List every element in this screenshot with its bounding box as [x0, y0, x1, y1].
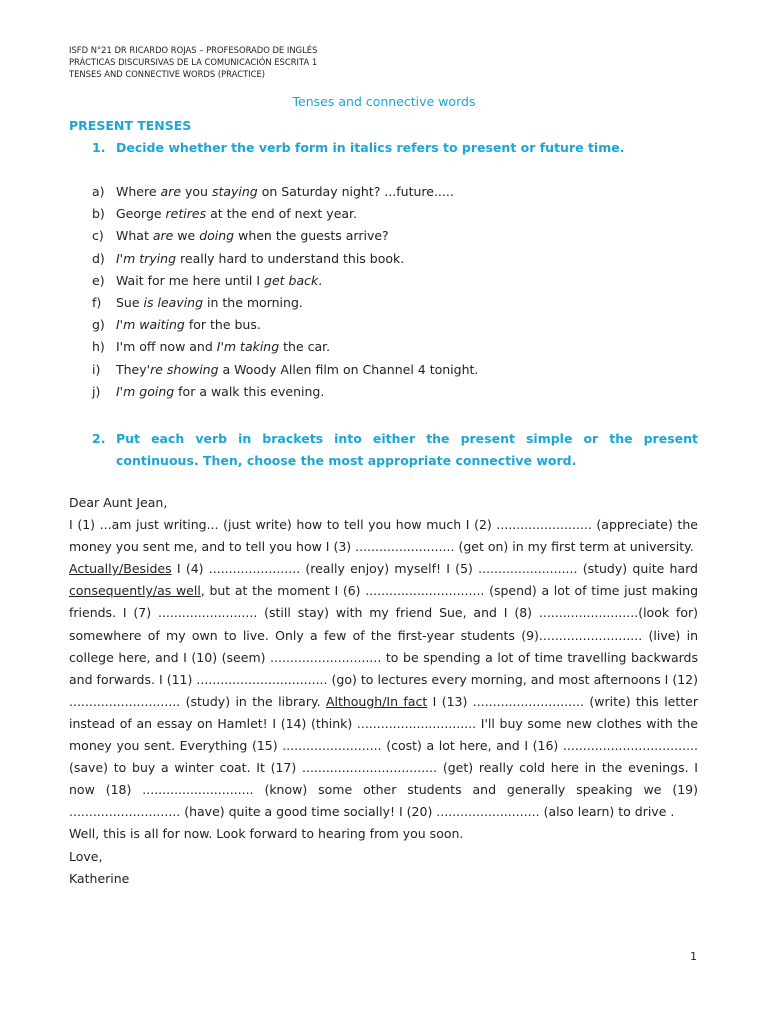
item-marker: a): [92, 184, 105, 199]
item-text: They: [116, 361, 147, 377]
item-marker: e): [92, 272, 105, 288]
instruction-word: into: [334, 431, 362, 446]
exercise-1-list: [92, 184, 478, 406]
item-text: Sue: [116, 294, 144, 310]
instruction-word: either: [372, 431, 416, 446]
exercise-1-item: [92, 228, 478, 250]
letter-greeting: Dear Aunt Jean,: [69, 495, 168, 510]
instruction-word: Put: [116, 431, 141, 446]
item-verb-italic: doing: [199, 228, 235, 244]
item-marker: g): [92, 317, 105, 333]
item-verb-italic: retires: [165, 206, 207, 222]
exercise-1-number: 1.: [92, 140, 106, 155]
item-verb-italic: 're showing: [146, 361, 219, 377]
item-verb-italic: I'm trying: [116, 250, 177, 266]
exercise-1-item: [92, 362, 478, 384]
exercise-2-instruction: [92, 428, 698, 472]
connective-option-2: consequently/as well: [69, 583, 201, 599]
letter-paragraph-1: I (1) ...am just writing... (just write) how to tell you how much I (2) ........................ (appreciate) the money you sent me, and to tell you how I (3) ......................... (get on) in my first term at university.: [69, 517, 698, 555]
exercise-2-line-1-words: [116, 428, 698, 450]
item-marker: j): [92, 383, 101, 399]
item-text: in the morning.: [203, 294, 303, 310]
item-verb-italic: I'm taking: [216, 339, 280, 355]
item-verb-italic: I'm going: [116, 383, 175, 399]
item-text: Where: [116, 184, 161, 199]
instruction-word: each: [151, 431, 185, 446]
letter-signature: Katherine: [69, 870, 130, 886]
exercise-1-item: [92, 317, 478, 339]
letter-paragraph-3: , but at the moment I (6) .............................. (spend) a lot of time just making friends. I (7) ......................... (still stay) with my friend Sue, and I (8) .........................(look for) somewhere of my own to live. Only a few of the first-year students (9).......................... (live) in college here, and I (10) (seem) ............................ to be spending a lot of time travelling backwards and forwards. I (11) ................................. (go) to lectures every morning, and most afternoons I (12) ............................ (study) in the library.: [69, 583, 699, 709]
item-verb-italic: get back: [264, 272, 319, 288]
item-marker: i): [92, 361, 101, 377]
item-text: What: [116, 228, 153, 244]
item-verb-italic: staying: [211, 184, 258, 199]
instruction-word: verb: [195, 431, 228, 446]
instruction-word: in: [238, 431, 252, 446]
exercise-1-item: [92, 206, 478, 228]
item-text: a Woody Allen film on Channel 4 tonight.: [218, 361, 479, 377]
letter-body: [69, 514, 698, 823]
instruction-word: the: [609, 431, 633, 446]
item-marker: h): [92, 339, 105, 355]
header-institution: ISFD N°21 DR RICARDO ROJAS – PROFESORADO DE INGLÉS: [69, 45, 318, 55]
item-verb-italic: is leaving: [143, 294, 204, 310]
letter: [69, 492, 698, 890]
instruction-word: present: [460, 431, 515, 446]
item-text: on Saturday night? ...future.....: [257, 184, 454, 199]
header-topic: TENSES AND CONNECTIVE WORDS (PRACTICE): [69, 69, 266, 79]
letter-closing: Well, this is all for now. Look forward to hearing from you soon.: [69, 826, 464, 842]
item-text: at the end of next year.: [206, 206, 358, 222]
exercise-1-instruction: [92, 140, 624, 155]
exercise-1-item: [92, 251, 478, 273]
letter-signoff: Love,: [69, 848, 103, 864]
page-number: 1: [690, 950, 697, 963]
item-verb-italic: I'm waiting: [116, 317, 185, 333]
instruction-word: the: [426, 431, 450, 446]
instruction-word: simple: [525, 431, 573, 446]
item-text: .: [318, 272, 323, 288]
item-text: I'm off now and: [116, 339, 217, 355]
exercise-2-number: 2.: [92, 431, 106, 446]
item-marker: b): [92, 206, 105, 222]
item-text: George: [116, 206, 166, 222]
exercise-1-item: [92, 184, 478, 206]
letter-paragraph-4: I (13) ............................ (write) this letter instead of an essay on Hamlet! I (14) (think) .............................. I'll buy some new clothes with the money you sent. Everything (15) ......................... (cost) a lot here, and I (16) .................................. (save) to buy a winter coat. It (17) .................................. (get) really cold here in the evenings. I now (18) ............................ (know) some other students and generally speaking we (19) ............................ (have) quite a good time socially! I (20) .......................... (also learn) to drive .: [69, 693, 698, 820]
item-marker: d): [92, 250, 105, 266]
exercise-1-item: [92, 339, 478, 361]
exercise-1-text: Decide whether the verb form in italics refers to present or future time.: [116, 140, 625, 155]
page-title: Tenses and connective words: [292, 94, 476, 109]
item-text: for the bus.: [184, 317, 261, 333]
exercise-1-item: [92, 384, 478, 406]
connective-option-3: Although/In fact: [325, 693, 428, 709]
section-heading: PRESENT TENSES: [69, 118, 192, 133]
instruction-word: present: [643, 431, 698, 446]
exercise-2-line-1: [92, 428, 698, 450]
item-verb-italic: are: [152, 228, 174, 244]
header-course: PRÁCTICAS DISCURSIVAS DE LA COMUNICACIÓN ESCRITA 1: [69, 57, 318, 67]
letter-paragraph-2: I (4) ....................... (really enjoy) myself! I (5) ......................... (study) quite hard: [171, 561, 698, 577]
exercise-2-line-2: continuous. Then, choose the most appropriate connective word.: [116, 453, 577, 468]
item-text: you: [181, 184, 212, 199]
item-text: for a walk this evening.: [174, 383, 325, 399]
connective-option-1: Actually/Besides: [69, 561, 172, 577]
item-text: the car.: [279, 339, 331, 355]
item-text: Wait for me here until I: [116, 272, 265, 288]
item-text: really hard to understand this book.: [176, 250, 405, 266]
item-marker: c): [92, 228, 104, 244]
item-text: when the guests arrive?: [234, 228, 389, 244]
item-marker: f): [92, 294, 102, 310]
instruction-word: brackets: [262, 431, 324, 446]
instruction-word: or: [583, 431, 599, 446]
exercise-1-item: [92, 295, 478, 317]
item-text: we: [173, 228, 200, 244]
item-verb-italic: are: [160, 184, 182, 199]
exercise-1-item: [92, 273, 478, 295]
